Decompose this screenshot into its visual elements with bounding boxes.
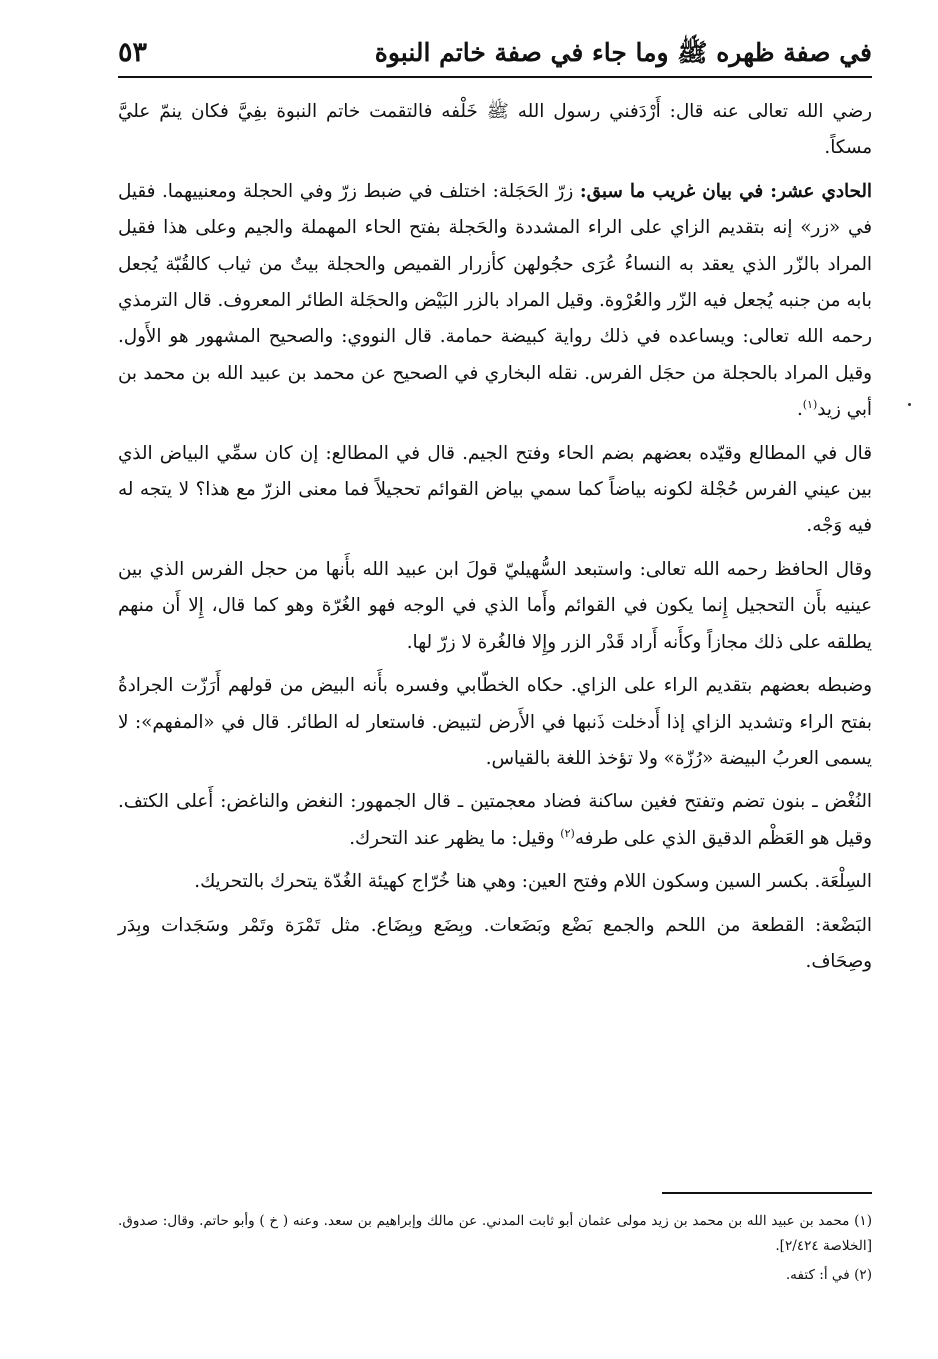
margin-mark [908,403,911,406]
page-number: ٥٣ [118,36,148,68]
paragraph-6-text-b: وقيل: ما يظهر عند التحرك. [349,827,561,849]
paragraph-8: البَضْعة: القطعة من اللحم والجمع بَضْع وبَضَعات. وبِضَع وبِضَاع. مثل تَمْرَة وتَمْر وسَجَدات وبِدَر وصِحَاف. [118,914,872,972]
paragraph-5: وضبطه بعضهم بتقديم الراء على الزاي. حكاه الخطّابي وفسره بأَنه البيض من قولهم أَرَزّت الجرادةُ بفتح الراء وتشديد الزاي إذا أَدخلت ذَنبها في الأَرض لتبيض. فاستعار له الطائر. قال في «المفهم»: لا يسمى العربُ البيضة «رُزّة» ولا تؤخذ اللغة بالقياس. [118,675,872,769]
paragraph-2-end: . [796,399,803,421]
footnote-ref-1[interactable]: (١) [802,398,818,412]
footnote-divider [662,1192,872,1194]
paragraph-2 [118,174,872,429]
paragraph-4: وقال الحافظ رحمه الله تعالى: واستبعد السُّهيليّ قولَ ابن عبيد الله بأَنها من حجل الفرس الذي بين عينيه بأَن التحجيل إِنما يكون في القوائم وأَما الذي في الوجه فهو الغُرّة وهو كما قال، إِلا أَن منهم يطلقه على ذلك مجازاً وكأَنه أَراد قَدْر الزر وإِلا فالغُرة لا زرّ لها. [118,558,872,653]
footnote-ref-2[interactable]: (٢) [560,826,575,840]
header-title: في صفة ظهره ﷺ وما جاء في صفة خاتم النبوة [374,37,872,67]
paragraph-1: رضي الله تعالى عنه قال: أَرْدَفني رسول الله ﷺ خَلْفه فالتقمت خاتم النبوة بفِيَّ فكان ينمّ عليَّ مسكاً. [118,101,872,159]
paragraph-6 [118,784,872,857]
main-text [118,94,872,987]
paragraph-7: السِلْعَة. بكسر السين وسكون اللام وفتح العين: وهي هنا خُرّاج كهيئة الغُدّة يتحرك بالتحريك. [194,871,872,893]
paragraph-3: قال في المطالع وقيّده بعضهم بضم الحاء وفتح الجيم. قال في المطالع: إن كان سمِّي البياض الذي بين عيني الفرس حُجْلة لكونه بياضاً كما سمي بياض القوائم تحجيلاً فما معنى الزرّ مع هذا؟ لا يتجه له فيه وَجْه. [118,442,872,537]
footnotes [118,1209,872,1292]
section-heading: الحادي عشر: في بيان غريب ما سبق: [579,180,872,202]
footnote-2: (٢) في أ: كتفه. [785,1267,872,1283]
running-header [118,28,872,78]
paragraph-2-text: زرّ الحَجَلة: اختلف في ضبط زرّ وفي الحجلة ومعنييهما. فقيل في «زر» إنه بتقديم الزاي على الراء المشددة والحَجلة بفتح الحاء المهملة والجيم وعلى هذا فقيل المراد بالزّر الذي يعقد به النساءُ عُرَى حجُولهن كأزرار القميص والحجلة بيتٌ من ثياب كالقُبّة يُجعل بابه من جنبه يُجعل فيه الزّر والعُرْوة. وقيل المراد بالزر البَيْض والحجَلة الطائر المعروف. قال الترمذي رحمه الله تعالى: ويساعده في ذلك رواية كبيضة حمامة. قال النووي: والصحيح المشهور هو الأَول. وقيل المراد بالحجلة من حجَل الفرس. نقله البخاري في الصحيح عن محمد بن عبيد الله بن محمد بن أبي زيد [118,180,872,421]
footnote-1: (١) محمد بن عبيد الله بن محمد بن زيد مولى عثمان أبو ثابت المدني. عن مالك وإبراهيم بن سعد. وعنه ( خ ) وأبو حاتم. وقال: صدوق. [الخلاصة ٢/٤٢٤]. [118,1213,872,1254]
paragraph-6-text-a: النُغْض ـ بنون تضم وتفتح فغين ساكنة فضاد معجمتين ـ قال الجمهور: النغض والناغض: أَعلى الكتف. وقيل هو العَظْم الدقيق الذي على طرفه [118,791,872,849]
